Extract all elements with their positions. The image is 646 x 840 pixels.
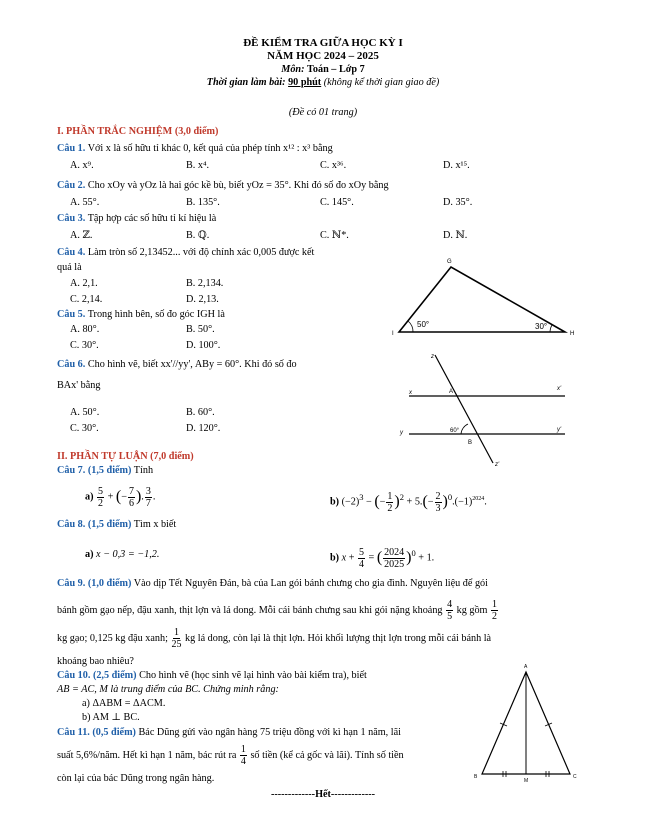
frac-7-6: $\frac{7}{6}$ — [128, 485, 134, 509]
question-9-line-4: khoảng bao nhiêu? — [57, 656, 134, 667]
q1-option-a: A. x⁹. — [70, 160, 94, 171]
question-11-line-2-a: suất 5,6%/năm. Hết kì hạn 1 năm, bác rút ra — [57, 750, 237, 761]
question-1-text: Với x là số hữu tỉ khác 0, kết quả của phép tính x¹² : x³ bằng — [87, 143, 333, 154]
label-angle-h: 30° — [535, 322, 548, 331]
angle-h-arc — [550, 325, 552, 332]
q7a-label: a) — [85, 491, 94, 503]
label-z: z — [431, 354, 434, 360]
end-marker: -------------Hết------------- — [270, 789, 376, 800]
frac-1-2: $\frac{1}{2}$ — [387, 490, 393, 514]
question-4-label: Câu 4. — [57, 247, 86, 258]
question-9-line-2-tail: kg gồm — [456, 605, 488, 616]
q4-option-b: B. 2,134. — [186, 278, 224, 289]
transversal-zz — [435, 355, 493, 463]
q3-option-d: D. ℕ. — [443, 230, 468, 241]
question-5 — [57, 308, 225, 321]
question-2-text: Cho xOy và yOz là hai góc kề bù, biết yOz = 35°. Khi đó số đo xOy bằng — [87, 180, 389, 191]
question-6-text-2: BAx' bằng — [57, 380, 101, 391]
angle-i-arc — [408, 321, 413, 332]
label-a2: A — [524, 664, 528, 670]
question-6 — [57, 358, 297, 371]
time-line — [0, 76, 646, 89]
label-h: H — [570, 331, 575, 337]
question-11 — [57, 726, 401, 739]
q2-option-a: A. 55°. — [70, 197, 100, 208]
subject: Toán – Lớp 7 — [307, 64, 365, 75]
q5-option-b: B. 50°. — [186, 324, 215, 335]
exam-title: ĐỀ KIỂM TRA GIỮA HỌC KỲ I — [243, 37, 403, 49]
question-3-label: Câu 3. — [57, 213, 86, 224]
question-2 — [57, 179, 389, 192]
question-10 — [57, 669, 367, 682]
question-1-label: Câu 1. — [57, 143, 86, 154]
q1-option-d: D. x¹⁵. — [443, 160, 470, 171]
question-9-line-1: Vào dịp Tết Nguyên Đán, bà của Lan gói bánh chưng cho gia đình. Nguyên liệu để gói — [133, 578, 488, 589]
question-6-label: Câu 6. — [57, 359, 86, 370]
q3-option-c: C. ℕ*. — [320, 230, 349, 241]
question-11-label: Câu 11. (0,5 điểm) — [57, 727, 136, 738]
q6-option-a: A. 50°. — [70, 407, 100, 418]
q8a-equation: x − 0,3 = −1,2. — [96, 549, 160, 560]
time-value: 90 phút — [288, 77, 322, 88]
question-5-text: Trong hình bên, số đo góc IGH là — [87, 309, 225, 320]
question-9-line-2 — [57, 598, 499, 624]
question-11-line-3: còn lại của bác Dũng trong ngân hàng. — [57, 773, 215, 784]
question-11-line-1: Bác Dũng gửi vào ngân hàng 75 triệu đồng với kì hạn 1 năm, lãi — [138, 727, 401, 738]
q7b-label: b) — [330, 496, 340, 508]
q5-option-a: A. 80°. — [70, 324, 100, 335]
question-9-line-3 — [57, 626, 491, 652]
q3-option-b: B. ℚ. — [186, 230, 210, 241]
label-i: I — [392, 331, 394, 337]
question-7-label: Câu 7. (1,5 điểm) — [57, 465, 132, 476]
q4-option-a: A. 2,1. — [70, 278, 98, 289]
frac-1-4: $\frac{1}{4}$ — [240, 744, 246, 768]
label-z-prime: z' — [495, 462, 500, 468]
subject-line — [0, 63, 646, 76]
label-a: A — [449, 389, 454, 395]
label-angle-60: 60° — [450, 428, 460, 434]
question-5-label: Câu 5. — [57, 309, 86, 320]
q6-option-b: B. 60°. — [186, 407, 215, 418]
label-g: G — [447, 259, 452, 265]
question-4-text: Làm tròn số 2,13452... với độ chính xác 0,005 được kết — [87, 247, 315, 258]
question-10-label: Câu 10. (2,5 điểm) — [57, 670, 137, 681]
q2-option-c: C. 145°. — [320, 197, 354, 208]
q1-option-c: C. x³⁶. — [320, 160, 347, 171]
section-1-title: I. PHẦN TRẮC NGHIỆM (3,0 điểm) — [57, 126, 219, 137]
q5-option-d: D. 100°. — [186, 340, 221, 351]
question-7-text: Tính — [133, 465, 154, 476]
question-7 — [57, 464, 153, 477]
pages-note: (Đề có 01 trang) — [288, 107, 358, 118]
question-10-line-1: Cho hình vẽ (học sinh vẽ lại hình vào bài kiểm tra), biết — [139, 670, 367, 681]
parallel-lines-figure — [395, 350, 575, 475]
question-9-label: Câu 9. (1,0 điểm) — [57, 578, 132, 589]
label-y: y — [400, 430, 403, 436]
question-10-line-2: AB = AC, M là trung điểm của BC. Chứng minh rằng: — [57, 684, 279, 695]
label-x-prime: x' — [557, 386, 562, 392]
q6-option-c: C. 30°. — [70, 423, 99, 434]
question-11-line-2 — [57, 743, 404, 769]
label-b: B — [468, 440, 473, 446]
question-4 — [57, 246, 314, 259]
question-11-line-2-b: số tiền (kể cả gốc và lãi). Tính số tiền — [250, 750, 404, 761]
question-9 — [57, 577, 488, 590]
label-m2: M — [524, 778, 529, 784]
q8a-expression — [85, 542, 159, 568]
question-1 — [57, 142, 333, 155]
frac-1-2-kg: $\frac{1}{2}$ — [492, 599, 498, 623]
q5-option-c: C. 30°. — [70, 340, 99, 351]
frac-2-3: $\frac{2}{3}$ — [435, 490, 441, 514]
question-4-text-2: quả là — [57, 262, 82, 273]
q6-option-d: D. 120°. — [186, 423, 221, 434]
question-10-part-a: a) ΔABM = ΔACM. — [82, 698, 166, 709]
q7b-expression: b) $(-2)^3$ − (− $\frac{1}{2}$ )$^2$ + 5.(− $\frac{2}{3}$ )$^0.(-1)^{2024}$. — [330, 490, 487, 514]
frac-5-2: $\frac{5}{2}$ — [98, 485, 104, 509]
angle-60-arc — [461, 424, 468, 434]
q7a-expression: a) $\frac{5}{2}$ + (− $\frac{7}{6}$ ). $\frac{3}{7}$ . — [85, 485, 156, 509]
q4-option-d: D. 2,13. — [186, 294, 219, 305]
question-9-line-3-a: kg gạo; 0,125 kg đậu xanh; — [57, 633, 168, 644]
question-3-text: Tập hợp các số hữu tỉ kí hiệu là — [87, 213, 217, 224]
question-8-text: Tìm x biết — [133, 519, 177, 530]
question-2-label: Câu 2. — [57, 180, 86, 191]
frac-2024-2025: $\frac{2024}{2025}$ — [384, 546, 405, 570]
q8b-expression: b) x + $\frac{5}{4}$ = ( $\frac{2024}{2025}$ )$^0$ + 1. — [330, 546, 435, 570]
frac-3-7: $\frac{3}{7}$ — [145, 485, 151, 509]
question-9-line-3-b: kg lá dong, còn lại là thịt lợn. Hỏi khối lượng thịt lợn trong mỗi cái bánh là — [185, 633, 492, 644]
section-2-title: II. PHẦN TỰ LUẬN (7,0 điểm) — [57, 451, 194, 462]
time-note: (không kể thời gian giao đề) — [323, 77, 440, 88]
school-year: NĂM HỌC 2024 – 2025 — [267, 50, 379, 62]
label-c2: C — [573, 774, 577, 780]
label-angle-i: 50° — [417, 320, 430, 329]
question-6-text: Cho hình vẽ, biết xx'//yy', ABy = 60°. Khi đó số đo — [87, 359, 297, 370]
label-y-prime: y' — [557, 427, 562, 433]
frac-4-5: $\frac{4}{5}$ — [447, 599, 453, 623]
q8a-label: a) — [85, 549, 94, 560]
frac-5-4: $\frac{5}{4}$ — [358, 546, 364, 570]
q2-option-b: B. 135°. — [186, 197, 220, 208]
question-9-line-2-text: bánh gồm gạo nếp, đậu xanh, thịt lợn và lá dong. Mỗi cái bánh chưng sau khi gói nặng khoảng — [57, 605, 443, 616]
question-10-part-b: b) AM ⊥ BC. — [82, 712, 140, 723]
q1-option-b: B. x⁴. — [186, 160, 210, 171]
q8b-label: b) — [330, 552, 340, 564]
question-3 — [57, 212, 216, 225]
isosceles-triangle-figure — [470, 660, 580, 790]
question-8-label: Câu 8. (1,5 điểm) — [57, 519, 132, 530]
subject-label: Môn: — [281, 64, 305, 75]
label-x: x — [409, 390, 412, 396]
q3-option-a: A. ℤ. — [70, 230, 93, 241]
triangle-figure — [385, 255, 585, 345]
label-b2: B — [474, 774, 478, 780]
q2-option-d: D. 35°. — [443, 197, 473, 208]
question-8 — [57, 518, 176, 531]
frac-1-25: $\frac{1}{25}$ — [171, 627, 182, 651]
time-label: Thời gian làm bài: — [206, 77, 286, 88]
q4-option-c: C. 2,14. — [70, 294, 103, 305]
